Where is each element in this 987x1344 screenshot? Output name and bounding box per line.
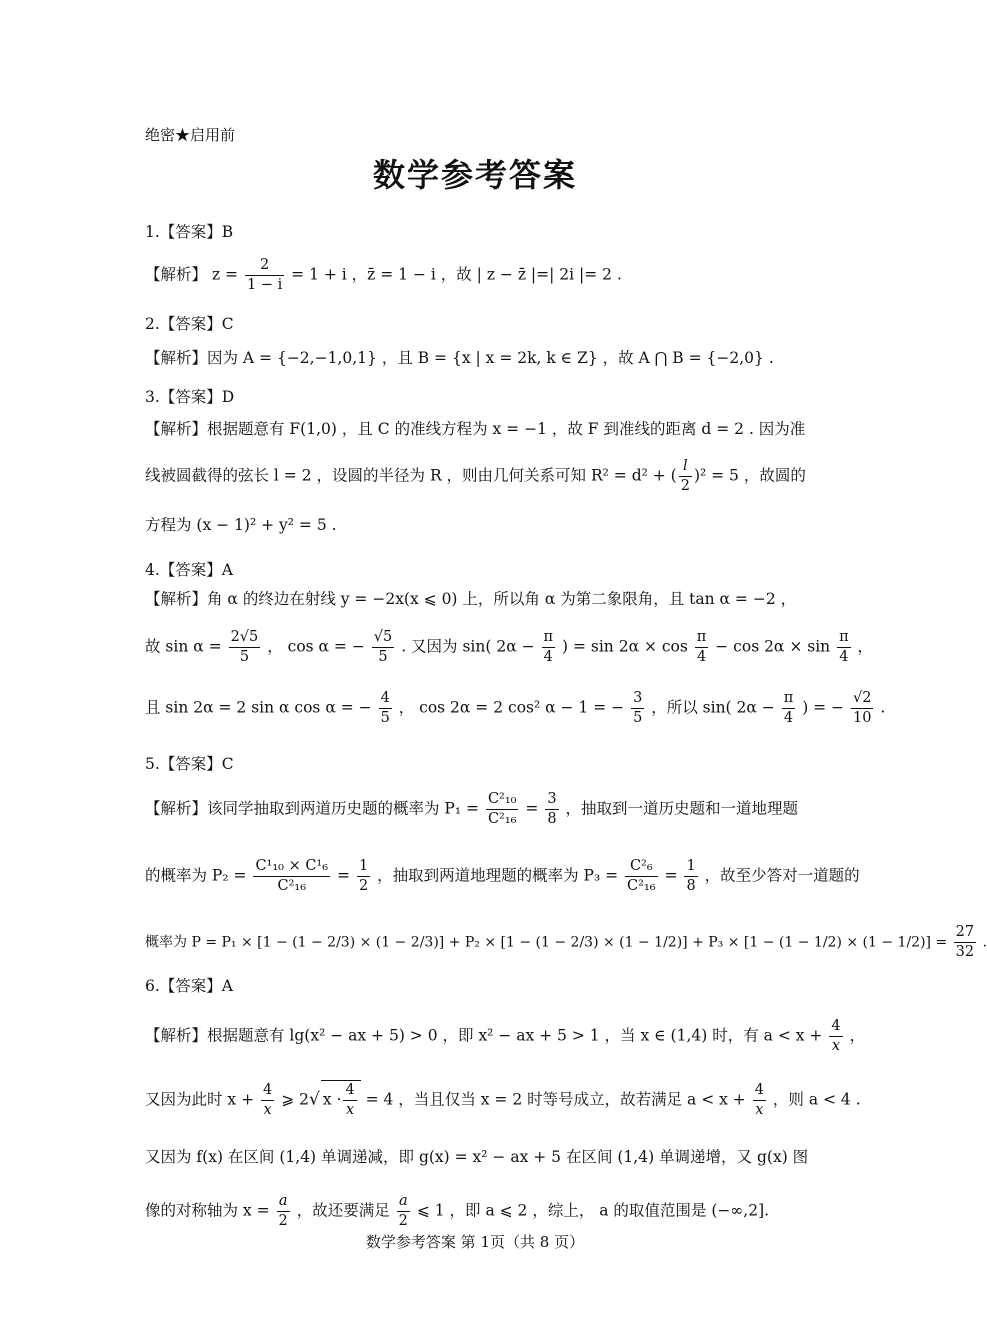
q4-frac-pi-4: $\frac{\pi}{4}$ <box>783 690 794 726</box>
q4-frac-result: $\frac{√2}{10}$ <box>853 690 872 726</box>
q5-answer: 5.【答案】C <box>145 755 234 773</box>
q1-label: 【解析】 <box>145 265 208 284</box>
q6-frac-4x-2: $\frac{4}{x}$ <box>263 1082 273 1118</box>
q6-frac-4x-3: $\frac{4}{x}$ <box>345 1082 355 1118</box>
q2-answer: 2.【答案】C <box>145 315 234 333</box>
q4-frac-pi-2: $\frac{\pi}{4}$ <box>696 629 707 665</box>
q1-t2: = 1 + i ，z̄ = 1 − i ，故 | z − z̄ |=| 2i |= 2 . <box>291 265 622 284</box>
q3-fraction: $\frac{l}{2}$ <box>680 458 690 494</box>
q4-line1: 【解析】角 α 的终边在射线 y = −2x(x ⩽ 0) 上，所以角 α 为第二象限角，且 tan α = −2 ， <box>145 590 797 608</box>
q3-answer: 3.【答案】D <box>145 388 235 406</box>
q5-frac-total: $\frac{27}{32}$ <box>955 924 975 960</box>
page-title: 数学参考答案 <box>372 156 577 194</box>
q4-line3: 且 sin 2α = 2 sin α cos α = − $\frac{4}{5}$ ， cos 2α = 2 cos² α − 1 = − $\frac{3}{5}$ ，所以 sin( 2α − $\frac{\pi}{4}$ ) = − $\frac{√2}{10}$ . <box>145 690 886 726</box>
q2-explanation: 【解析】因为 A = {−2,−1,0,1} ，且 B = {x | x = 2k, k ∈ Z} ，故 A ⋂ B = {−2,0} . <box>145 349 774 367</box>
q4-frac-sin: $\frac{2√5}{5}$ <box>230 629 259 665</box>
q5-frac-p3-value: $\frac{1}{8}$ <box>686 858 696 894</box>
q5-line1: 【解析】该同学抽取到两道历史题的概率为 P₁ = $\frac{\text{C²₁₀}}{\text{C²₁₆}}$ = $\frac{3}{8}$ ，抽取到一道历史题和一道地理题 <box>145 791 799 827</box>
q6-frac-4x-1: $\frac{4}{x}$ <box>831 1018 841 1054</box>
q6-sqrt: x · $\frac{4}{x}$ <box>321 1080 361 1120</box>
q4-frac-cos: $\frac{√5}{5}$ <box>373 629 393 665</box>
q5-frac-p1-value: $\frac{3}{8}$ <box>547 791 557 827</box>
q4-line2: 故 sin α = $\frac{2√5}{5}$ ， cos α = − $\frac{√5}{5}$ . 又因为 sin( 2α − $\frac{\pi}{4}$ ) = sin 2α × cos $\frac{\pi}{4}$ − cos 2α × sin $\frac{\pi}{4}$ ， <box>145 629 874 665</box>
q5-frac-p2-value: $\frac{1}{2}$ <box>358 858 369 894</box>
q4-frac-cos2a: $\frac{3}{5}$ <box>633 690 643 726</box>
page-footer: 数学参考答案 第 1页（共 8 页） <box>365 1233 585 1251</box>
q6-answer: 6.【答案】A <box>145 977 233 995</box>
q4-frac-pi-3: $\frac{\pi}{4}$ <box>839 629 849 665</box>
q4-frac-pi-1: $\frac{\pi}{4}$ <box>543 629 554 665</box>
secret-label: 绝密★启用前 <box>145 126 236 144</box>
q5-frac-p3: $\frac{\text{C²₆}}{\text{C²₁₆}}$ <box>627 858 656 894</box>
q6-frac-4x-4: $\frac{4}{x}$ <box>754 1082 764 1118</box>
q1-t1: z = <box>211 265 239 284</box>
q1-explanation <box>145 256 622 295</box>
q3-line2: 线被圆截得的弦长 l = 2 ，设圆的半径为 R ，则由几何关系可知 R² = d² + ( $\frac{l}{2}$ )² = 5 ，故圆的 <box>145 458 806 494</box>
q6-line1: 【解析】根据题意有 lg(x² − ax + 5) > 0 ，即 x² − ax + 5 > 1 ，当 x ∈ (1,4) 时，有 a < x + $\frac{4}{x}$ ， <box>145 1018 866 1054</box>
q5-frac-p1: $\frac{\text{C²₁₀}}{\text{C²₁₆}}$ <box>487 791 517 827</box>
q6-frac-a2-2: $\frac{a}{2}$ <box>398 1193 408 1229</box>
q4-frac-sin2a: $\frac{4}{5}$ <box>380 690 390 726</box>
q5-line2: 的概率为 P₂ = $\frac{\text{C¹₁₀ × C¹₆}}{\text{C²₁₆}}$ = $\frac{1}{2}$ ，抽取到两道地理题的概率为 P₃ = $\frac{\text{C²₆}}{\text{C²₁₆}}$ = $\frac{1}{8}$ ，故至少答对一道题的 <box>145 858 860 894</box>
q3-line1: 【解析】根据题意有 F(1,0) ，且 C 的准线方程为 x = −1 ，故 F 到准线的距离 d = 2 . 因为准 <box>145 420 806 438</box>
q5-frac-p2: $\frac{\text{C¹₁₀ × C¹₆}}{\text{C²₁₆}}$ <box>255 858 329 894</box>
q6-line2: 又因为此时 x + $\frac{4}{x}$ ⩾ 2√ x · $\frac{4}{x}$ = 4 ，当且仅当 x = 2 时等号成立，故若满足 a < x + $\frac{4}{x}$ ，则 a < 4 . <box>145 1082 861 1118</box>
q6-line3: 又因为 f(x) 在区间 (1,4) 单调递减，即 g(x) = x² − ax + 5 在区间 (1,4) 单调递增，又 g(x) 图 <box>145 1148 809 1166</box>
q6-frac-a2-1: $\frac{a}{2}$ <box>278 1193 288 1229</box>
q4-answer: 4.【答案】A <box>145 561 233 579</box>
q6-line4: 像的对称轴为 x = $\frac{a}{2}$ ，故还要满足 $\frac{a}{2}$ ⩽ 1 ，即 a ⩽ 2 ，综上， a 的取值范围是 (−∞,2]. <box>145 1193 770 1229</box>
q5-line3: 概率为 P = P₁ × [1 − (1 − 2/3) × (1 − 2/3)] + P₂ × [1 − (1 − 2/3) × (1 − 1/2)] + P₃ × [1 − (1 − 1/2) × (1 − 1/2)] = $\frac{27}{32}$ . <box>145 924 987 960</box>
q1-fraction: $\frac{2}{1 - i}$ <box>246 257 283 293</box>
q3-line3: 方程为 (x − 1)² + y² = 5 . <box>145 516 337 534</box>
q1-answer: 1.【答案】B <box>145 223 234 241</box>
